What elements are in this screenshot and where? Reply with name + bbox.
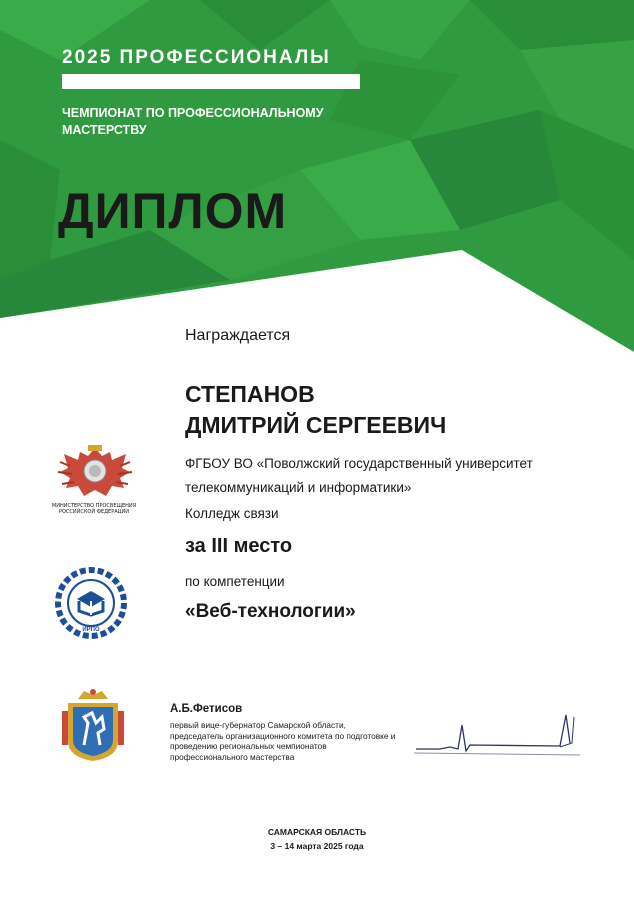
- recipient-name: [185, 379, 446, 441]
- competency-name: «Веб-технологии»: [185, 601, 356, 622]
- irpo-label: ИРПО: [82, 627, 100, 633]
- recipient-given-names: ДМИТРИЙ СЕРГЕЕВИЧ: [185, 412, 447, 438]
- college: Колледж связи: [185, 506, 279, 521]
- ministry-caption: МИНИСТЕРСТВО ПРОСВЕЩЕНИЯ РОССИЙСКОЙ ФЕДЕРАЦИИ: [51, 503, 137, 515]
- competency-label: по компетенции: [185, 574, 285, 589]
- brand-title: 2025 ПРОФЕССИОНАЛЫ: [62, 47, 331, 68]
- place-award: за III место: [185, 535, 293, 557]
- brand-underline: [62, 74, 360, 89]
- samara-coat-of-arms-icon: [62, 687, 124, 763]
- footer: [0, 825, 634, 853]
- diploma-title: ДИПЛОМ: [58, 183, 288, 239]
- championship-subtitle: ЧЕМПИОНАТ ПО ПРОФЕССИОНАЛЬНОМУ МАСТЕРСТВУ: [62, 106, 324, 137]
- signature-drawing: [410, 705, 585, 775]
- signer-name: А.Б.Фетисов: [170, 703, 243, 715]
- recipient-surname: СТЕПАНОВ: [185, 381, 315, 407]
- irpo-emblem-icon: [55, 567, 127, 639]
- signer-title: первый вице-губернатор Самарской области, председатель организационного комитета по подготовке и проведению региональных чемпионатов профессионального мастерства: [170, 720, 396, 762]
- footer-dates: 3 – 14 марта 2025 года: [270, 841, 364, 851]
- organization: ФГБОУ ВО «Поволжский государственный университет телекоммуникаций и информатики»: [185, 456, 533, 495]
- awarded-label: Награждается: [185, 327, 291, 344]
- footer-region: САМАРСКАЯ ОБЛАСТЬ: [267, 827, 367, 837]
